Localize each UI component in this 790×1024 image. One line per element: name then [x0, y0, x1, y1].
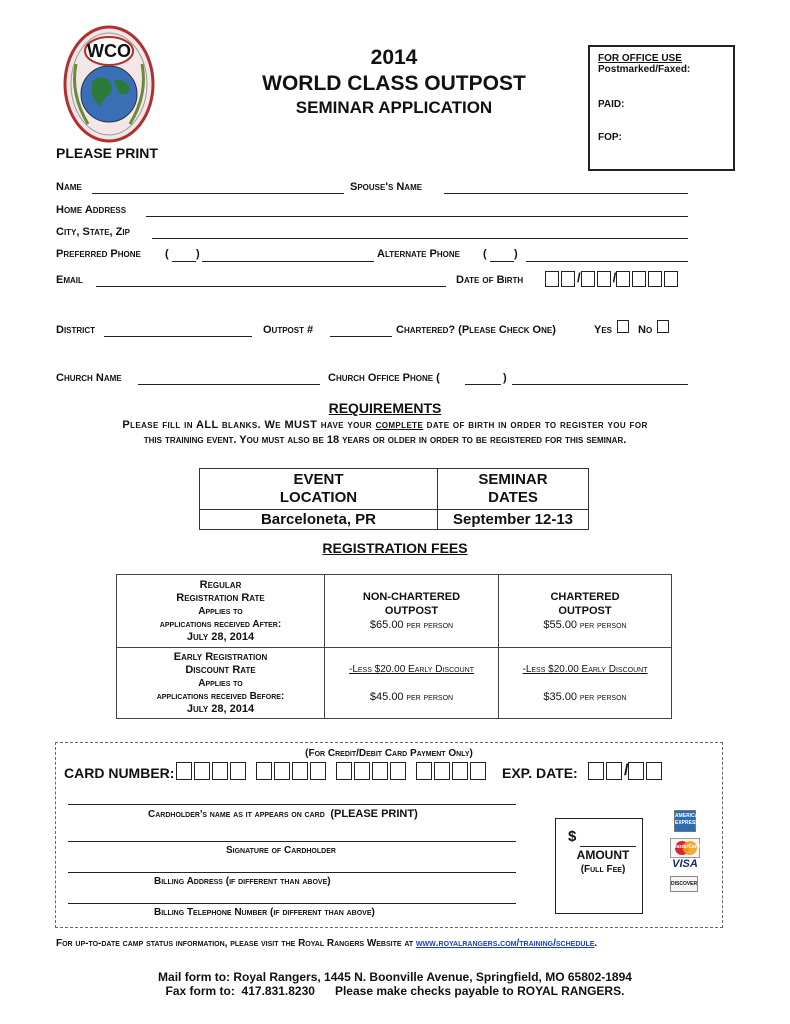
registration-fees-heading: REGISTRATION FEES: [322, 540, 468, 556]
dob-year-2[interactable]: [632, 271, 646, 287]
dob-month-2[interactable]: [561, 271, 575, 287]
full-fee-label: (Full Fee): [580, 864, 626, 875]
church-phone-field[interactable]: [512, 384, 688, 385]
alternate-phone-paren-close: ): [514, 248, 518, 260]
chartered-discount: -Less $20.00 Early Discount: [522, 663, 648, 675]
church-phone-label: Church Office Phone (: [328, 372, 440, 384]
email-field[interactable]: [96, 286, 446, 287]
email-label: Email: [56, 274, 83, 286]
regular-rate-4: applications received After:: [159, 618, 282, 630]
cardholder-name-field[interactable]: [68, 804, 516, 805]
preferred-phone-paren-close: ): [196, 248, 200, 260]
chartered-regular-price: $55.00: [543, 618, 578, 631]
billing-phone-label: Billing Telephone Number (if different than above): [154, 907, 375, 918]
card-number-boxes[interactable]: [176, 762, 488, 780]
signature-label: Signature of Cardholder: [226, 845, 336, 856]
chartered-yes-label: Yes: [594, 324, 613, 336]
alternate-phone-label: Alternate Phone: [377, 248, 460, 260]
early-rate-4: applications received Before:: [156, 690, 285, 702]
chartered-yes-checkbox[interactable]: [617, 320, 629, 333]
exp-date-boxes[interactable]: [588, 762, 664, 780]
exp-slash: /: [624, 762, 629, 780]
regular-rate-1: Regular: [199, 578, 242, 591]
chartered-early-price: $35.00: [543, 690, 578, 703]
alternate-phone-field[interactable]: [526, 261, 688, 262]
exp-year-1[interactable]: [628, 762, 644, 780]
church-phone-area-field[interactable]: [465, 384, 501, 385]
office-title: FOR OFFICE USE: [598, 53, 682, 64]
outpost-field[interactable]: [330, 336, 392, 337]
seminar-dates-value: September 12-13: [438, 510, 589, 530]
card-digit[interactable]: [212, 762, 228, 780]
early-rate-2: Discount Rate: [185, 663, 256, 676]
dob-year-1[interactable]: [616, 271, 630, 287]
wco-logo: [62, 24, 156, 144]
visa-icon: VISA: [672, 858, 698, 870]
church-name-label: Church Name: [56, 372, 122, 384]
chartered-label: Chartered? (Please Check One): [396, 324, 556, 336]
regular-rate-3: Applies to: [198, 605, 243, 617]
preferred-phone-label: Preferred Phone: [56, 248, 141, 260]
camp-status-text: For up-to-date camp status information, please visit the Royal Rangers Website at www.royalrangers.com/training/schedule.: [56, 938, 598, 949]
card-digit[interactable]: [470, 762, 486, 780]
exp-month-2[interactable]: [606, 762, 622, 780]
name-label: Name: [56, 181, 82, 193]
dob-day-2[interactable]: [597, 271, 611, 287]
card-digit[interactable]: [230, 762, 246, 780]
requirements-text: Please fill in ALL blanks. We MUST have your complete date of birth in order to register you for this training event. You must also be 18 years or older in order to be registered for this seminar.: [122, 419, 648, 446]
mail-instructions: Mail form to: Royal Rangers, 1445 N. Boonville Avenue, Springfield, MO 65802-1894: [158, 970, 632, 984]
seminar-dates-heading-2: DATES: [488, 489, 538, 506]
office-paid: PAID:: [598, 99, 625, 110]
exp-month-1[interactable]: [588, 762, 604, 780]
form-title: WORLD CLASS OUTPOST: [262, 72, 526, 95]
please-print-heading: PLEASE PRINT: [56, 145, 158, 161]
chartered-no-checkbox[interactable]: [657, 320, 669, 333]
dob-month-1[interactable]: [545, 271, 559, 287]
preferred-phone-paren-open: (: [165, 248, 169, 260]
event-table: [199, 468, 589, 530]
home-address-label: Home Address: [56, 204, 127, 216]
regular-rate-2: Registration Rate: [176, 591, 265, 604]
card-digit[interactable]: [274, 762, 290, 780]
preferred-phone-field[interactable]: [202, 261, 374, 262]
event-location-heading-1: EVENT: [293, 471, 344, 488]
dob-year-4[interactable]: [664, 271, 678, 287]
card-digit[interactable]: [292, 762, 308, 780]
card-digit[interactable]: [336, 762, 352, 780]
name-field[interactable]: [92, 193, 344, 194]
home-address-field[interactable]: [146, 216, 688, 217]
chartered-heading-1: CHARTERED: [550, 590, 620, 603]
discover-icon: DISCOVER: [670, 876, 698, 892]
form-year: 2014: [370, 46, 418, 69]
card-digit[interactable]: [372, 762, 388, 780]
exp-year-2[interactable]: [646, 762, 662, 780]
form-subtitle: SEMINAR APPLICATION: [295, 98, 493, 117]
district-field[interactable]: [104, 336, 252, 337]
office-use-box: [588, 45, 735, 171]
card-digit[interactable]: [452, 762, 468, 780]
non-chartered-early-price: $45.00: [369, 690, 404, 703]
early-rate-3: Applies to: [198, 677, 243, 689]
early-rate-1: Early Registration: [173, 650, 268, 663]
preferred-phone-area-field[interactable]: [172, 261, 196, 262]
chartered-heading-2: OUTPOST: [558, 604, 612, 617]
card-number-label: CARD NUMBER:: [64, 765, 175, 781]
church-name-field[interactable]: [138, 384, 320, 385]
billing-phone-field[interactable]: [68, 903, 516, 904]
dob-slash-2: /: [612, 270, 617, 285]
event-location-value: Barceloneta, PR: [200, 510, 438, 530]
event-location-heading-2: LOCATION: [279, 489, 358, 506]
non-chartered-regular-price: $65.00: [369, 618, 404, 631]
payment-header: (For Credit/Debit Card Payment Only): [305, 748, 473, 759]
amount-label: AMOUNT: [576, 848, 630, 862]
card-digit[interactable]: [176, 762, 192, 780]
fax-instructions: Fax form to: 417.831.8230 Please make checks payable to ROYAL RANGERS.: [165, 984, 625, 998]
logo-text: WCO: [87, 41, 131, 61]
signature-field[interactable]: [68, 841, 516, 842]
mastercard-icon: MasterCard: [670, 838, 700, 858]
dob-year-3[interactable]: [648, 271, 662, 287]
office-fop: FOP:: [598, 132, 622, 143]
regular-rate-5: July 28, 2014: [186, 630, 255, 643]
spouse-field[interactable]: [444, 193, 688, 194]
card-digit[interactable]: [434, 762, 450, 780]
district-label: District: [56, 324, 96, 336]
card-digit[interactable]: [310, 762, 326, 780]
dob-slash-1: /: [577, 270, 581, 285]
exp-date-label: EXP. DATE:: [502, 765, 578, 781]
chartered-no-label: No: [638, 324, 653, 336]
dob-boxes[interactable]: [545, 270, 680, 287]
dob-label: Date of Birth: [456, 274, 524, 286]
city-state-zip-label: City, State, Zip: [56, 226, 130, 238]
spouse-label: Spouse's Name: [350, 181, 423, 193]
card-digit[interactable]: [194, 762, 210, 780]
card-digit[interactable]: [256, 762, 272, 780]
schedule-link[interactable]: www.royalrangers.com/training/schedule: [415, 938, 595, 949]
requirements-heading: REQUIREMENTS: [328, 400, 442, 416]
office-postmarked: Postmarked/Faxed:: [598, 64, 691, 75]
card-digit[interactable]: [390, 762, 406, 780]
amex-icon: AMERICAN EXPRESS: [674, 810, 696, 832]
alternate-phone-area-field[interactable]: [490, 261, 514, 262]
card-digit[interactable]: [416, 762, 432, 780]
seminar-dates-heading-1: SEMINAR: [478, 471, 548, 488]
amount-field[interactable]: [580, 846, 636, 847]
city-state-zip-field[interactable]: [152, 238, 688, 239]
dob-day-1[interactable]: [581, 271, 595, 287]
alternate-phone-paren-open: (: [483, 248, 487, 260]
outpost-label: Outpost #: [263, 324, 314, 336]
church-phone-paren-close: ): [503, 372, 507, 384]
non-chartered-heading-1: NON-CHARTERED: [362, 590, 461, 603]
billing-address-label: Billing Address (if different than above): [154, 876, 331, 887]
billing-address-field[interactable]: [68, 872, 516, 873]
amount-dollar-sign: $: [568, 828, 577, 845]
cardholder-name-label: Cardholder's name as it appears on card (PLEASE PRINT): [148, 808, 418, 820]
non-chartered-heading-2: OUTPOST: [384, 604, 439, 617]
card-digit[interactable]: [354, 762, 370, 780]
non-chartered-discount: -Less $20.00 Early Discount: [349, 663, 474, 675]
fees-table: Regular Registration Rate Applies to applications received After: July 28, 2014 NON-CHARTERED OUTPOST $65.00 per person CHARTERED OUTPOST $55.00 per person Early Registration Discount Rate Applies to applications received Before: July 28, 2014 -Less $20.00 Early Discount $45.00 per person -Less $20.00 Early Discount $35.00 per person: [116, 574, 672, 719]
early-rate-5: July 28, 2014: [186, 702, 255, 715]
